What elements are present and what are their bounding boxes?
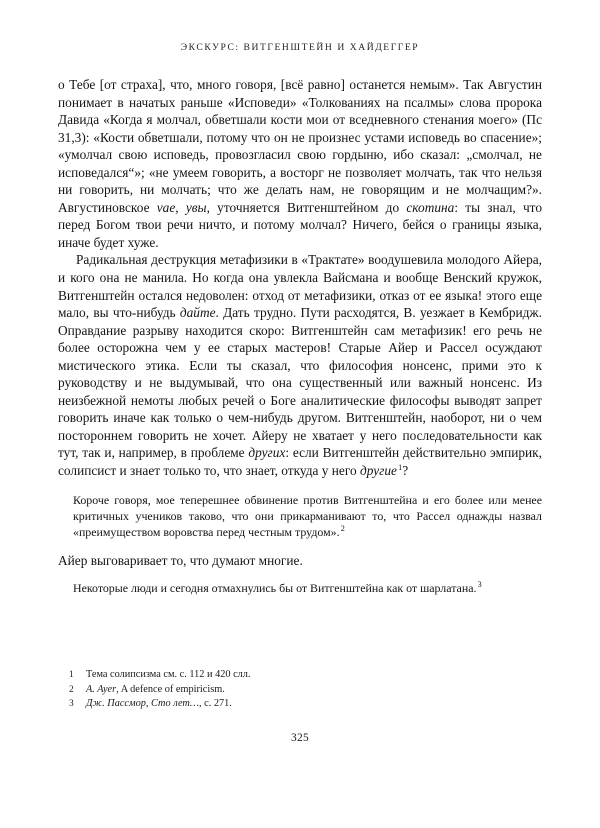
footnote-number: 1 [69,670,74,680]
emphasized-text: увы [185,199,207,215]
footnote-item [58,668,542,683]
paragraph-continuation: о Тебе [от страха], что, много говоря, [всё равно] останется немым». Так Августин понимает в начатых раньше «Исповеди» «Толкованиях на псалмы» слова пророка Давида «Когда я молчал, обветшали кости мои от вседневного стенания моего» (Пс 31,3): «Кости обветшали, потому что он не произнес устами исповедь во спасение»; «умолчал свою исповедь, провозгласил свою гордыню, ибо сказал: „смолчал, не исповедался“»; «не умеем говорить, а восторг не позволяет молчать, так что нельзя ни говорить, ни молчать; что же делать нам, не говорящим и не молчащим?». Августиновское vae, увы, уточняется Витгенштейном до скотина: ты знал, что перед Богом твои речи ничто, и потому молчал? Ничего, бейся о границы языка, иначе будет хуже. [58,77,543,250]
footnote-text: A. Ayer, A defence of empiricism. [86,683,225,695]
interjection-line: Айер выговаривает то, что думают многие. [58,552,303,568]
footnote-item [58,683,542,698]
paragraph-radical-destruction: Радикальная деструкция метафизики в «Трактате» воодушевила молодого Айера, и кого она не манила. Но когда она увлекла Вайсмана и вообще Венский кружок, Витгенштейн остался недоволен: отход от метафизики, отказ от ее языка! этого еще мало, вы что-нибудь дайте. Дать трудно. Пути расходятся, В. уезжает в Кембридж. Оправдание разрыву находится скоро: Витгенштейн сам метафизик! его речь не более осторожна чем у ее старых мастеров! Старые Айер и Рассел осуждают мистического этика. Если ты сказал, что философия нонсенс, прими это к руководству и не выдумывай, что она существенный или важный нонсенс. Из неизбежной немоты любых речей о Боге аналитические философы выводят запрет говорить иначе как только о чем-нибудь другом. Витгенштейн, наоборот, ни о чем постороннем говорить не хочет. Айеру не хватает у него последовательности как тут, так и, например, в проблеме других: если Витгенштейн действительно эмпирик, солипсист и знает только то, что знает, откуда у него другие$^1$? [58,252,542,479]
footnote-text: Дж. Пассмор, Сто лет…, с. 271. [86,698,232,710]
emphasized-text: A. Ayer [86,683,117,695]
blockquote-charlatan: Некоторые люди и сегодня отмахнулись бы от Витгенштейна как от шарлатана.$^3$ [73,580,482,596]
footnote-item [58,697,542,712]
emphasized-text: vae [156,199,176,215]
footnote-area [58,668,542,712]
running-head: ЭКСКУРС: ВИТГЕНШТЕЙН И ХАЙДЕГГЕР [180,42,420,53]
main-text-block [58,76,542,597]
emphasized-text: другие [359,463,397,479]
emphasized-text: Сто лет… [151,698,199,710]
page-number: 325 [291,732,309,744]
blockquote-ayer-accusation: Короче говоря, мое теперешнее обвинение против Витгенштейна и его более или менее критичных учеников таково, что они прикарманивают то, что Рассел однажды назвал «преимуществом воровства перед честным трудом».$^2$ [73,492,542,539]
emphasized-text: скотина [406,199,455,215]
emphasized-text: других [248,445,286,461]
footnote-text: Тема солипсизма см. с. 112 и 420 слл. [86,669,251,680]
footnote-marker[interactable]: 3 [477,580,482,590]
footnote-number: 2 [69,684,74,695]
emphasized-text: Дж. Пассмор [86,698,146,710]
footnote-marker[interactable]: 1 [398,462,403,472]
footnote-number: 3 [69,699,74,710]
emphasized-text: дайте [179,305,216,321]
footnote-marker[interactable]: 2 [340,523,345,533]
